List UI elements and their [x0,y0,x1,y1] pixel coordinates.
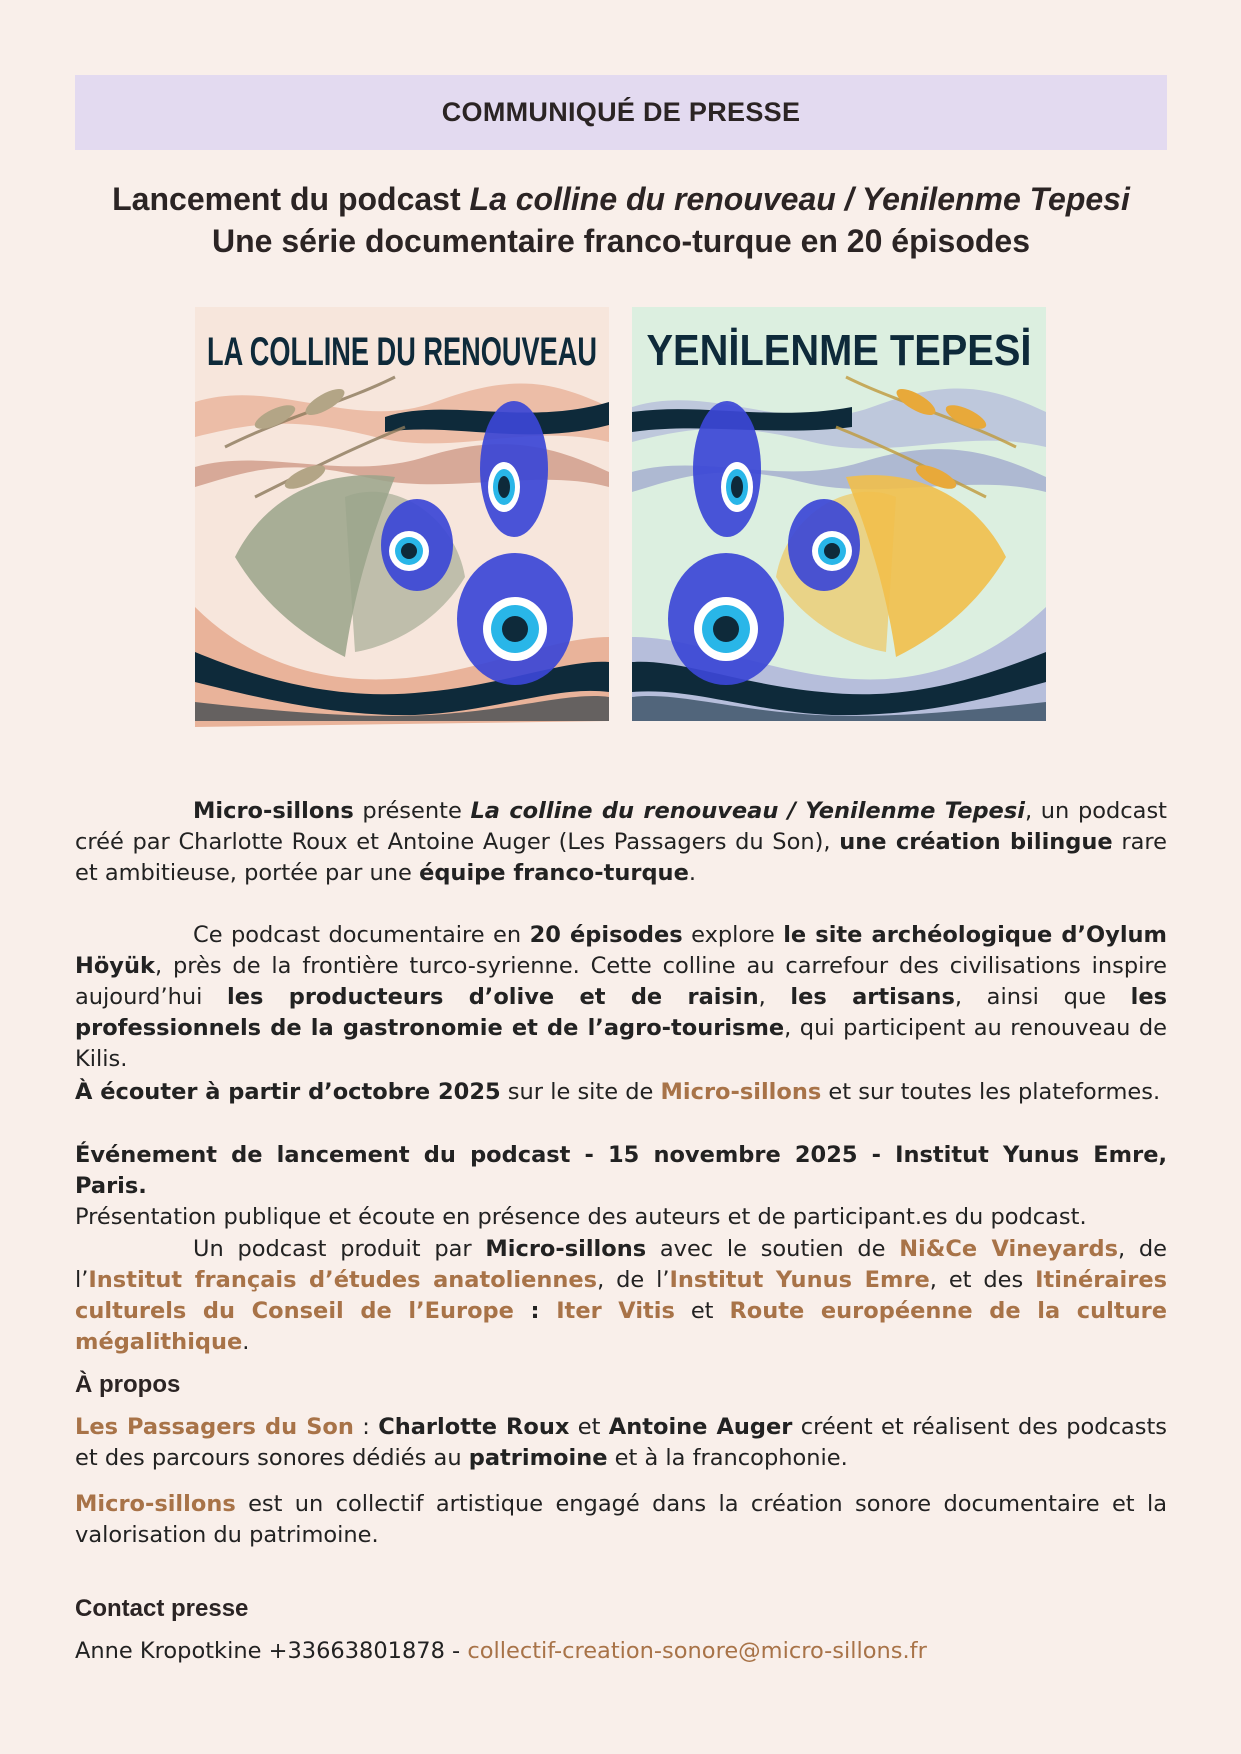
text-span: , et des [929,1267,1036,1293]
description-paragraph [75,920,1167,1075]
text-span: Ce podcast documentaire en [193,922,530,948]
event-description: Présentation publique et écoute en présence des auteurs et de participant.es du podcast. [75,1204,1087,1230]
text-span: , qui participent au renouveau de Kilis. [75,1015,1167,1072]
text-span: sur le site de [500,1079,661,1105]
listen-paragraph [75,1077,1167,1108]
text-span: , ainsi que [954,984,1131,1010]
text-span: et [569,1414,609,1440]
evil-eye-icon [693,401,761,537]
evil-eye-icon [457,553,573,685]
megalithic-route-link[interactable]: Route européenne de la culture mégalithique [75,1298,1167,1355]
author-antoine: Antoine Auger [608,1414,793,1440]
cover-turkish-title: YENİLENME TEPESİ [646,326,1032,375]
text-span: Un podcast produit par [193,1236,486,1262]
podcast-title: La colline du renouveau / Yenilenme Tepesi [469,181,1130,217]
text-span: , [758,984,791,1010]
council-europe-routes-link[interactable]: Itinéraires culturels du Conseil de l’Europe [75,1267,1167,1324]
contact-line [75,1636,1167,1667]
text-span: . [242,1329,250,1355]
event-paragraph [75,1140,1167,1233]
text-span: et à la francophonie. [607,1445,848,1471]
page-title [60,178,1182,262]
text-span: rare et ambitieuse, portée par une [75,829,1167,886]
evil-eye-icon [788,499,860,591]
highlight-bilingual: une création bilingue [839,829,1113,855]
text-span: explore [682,922,784,948]
text-span: : [513,1298,557,1324]
cover-turkish-art [632,307,1046,721]
text-span: présente [353,798,471,824]
launch-event: Événement de lancement du podcast - 15 novembre 2025 - Institut Yunus Emre, Paris. [75,1142,1167,1199]
press-release-label: COMMUNIQUÉ DE PRESSE [441,97,801,127]
title-line-1 [60,178,1182,220]
cover-french [195,307,609,721]
about-microsillons-paragraph [75,1489,1167,1551]
title-line-2: Une série documentaire franco-turque en 20 épisodes [211,223,1030,259]
text-span: , près de la frontière turco-syrienne. Cette colline au carrefour des civilisations inspire aujourd’hui [75,953,1167,1010]
text-span: : [353,1414,379,1440]
micro-sillons-name: Micro-sillons [193,798,354,824]
press-release-band [75,75,1167,150]
text-span: et sur toutes les plateformes. [821,1079,1161,1105]
evil-eye-icon [381,499,453,591]
evil-eye-icon [668,553,784,685]
text-span: , un podcast créé par Charlotte Roux et Antoine Auger (Les Passagers du Son), [75,798,1167,855]
cover-french-art [195,307,609,721]
contact-email-link[interactable]: collectif-creation-sonore@micro-sillons.fr [467,1638,927,1664]
title-prefix: Lancement du podcast [112,181,470,217]
yunus-emre-link[interactable]: Institut Yunus Emre [669,1267,930,1293]
highlight-site: le site archéologique d’Oylum Höyük [75,922,1167,979]
highlight-heritage: patrimoine [468,1445,608,1471]
text-span: . [688,860,696,886]
podcast-title-inline: La colline du renouveau / Yenilenme Tepesi [470,798,1025,824]
contact-name-phone: Anne Kropotkine +33663801878 - [75,1638,468,1664]
micro-sillons-link[interactable]: Micro-sillons [660,1079,822,1105]
text-span: est un collectif artistique engagé dans la création sonore documentaire et la valorisation du patrimoine. [75,1491,1167,1548]
text-span: , de l’ [597,1267,670,1293]
highlight-professionals: les professionnels de la gastronomie et de l’agro-tourisme [75,984,1167,1041]
iter-vitis-link[interactable]: Iter Vitis [556,1298,675,1324]
intro-paragraph [75,796,1167,889]
author-charlotte: Charlotte Roux [378,1414,570,1440]
producer-name: Micro-sillons [485,1236,647,1262]
highlight-team: équipe franco-turque [419,860,689,886]
text-span: et [674,1298,730,1324]
contact-heading: Contact presse [75,1595,249,1622]
highlight-producers: les producteurs d’olive et de raisin [227,984,759,1010]
passagers-du-son-link[interactable]: Les Passagers du Son [75,1414,354,1440]
about-heading: À propos [75,1371,181,1398]
micro-sillons-about-link[interactable]: Micro-sillons [75,1491,236,1517]
ifea-link[interactable]: Institut français d’études anatoliennes [88,1267,598,1293]
nice-vineyards-link[interactable]: Ni&Ce Vineyards [899,1236,1118,1262]
cover-turkish [632,307,1046,721]
cover-french-title: LA COLLINE DU RENOUVEAU [207,330,597,374]
evil-eye-icon [480,401,548,537]
release-date: À écouter à partir d’octobre 2025 [75,1079,501,1105]
about-passagers-paragraph [75,1412,1167,1474]
text-span: créent et réalisent des podcasts et des parcours sonores dédiés au [75,1414,1167,1471]
text-span: , de l’ [75,1236,1167,1293]
text-span: avec le soutien de [646,1236,900,1262]
highlight-artisans: les artisans [790,984,955,1010]
support-paragraph [75,1234,1167,1358]
highlight-episodes: 20 épisodes [529,922,683,948]
